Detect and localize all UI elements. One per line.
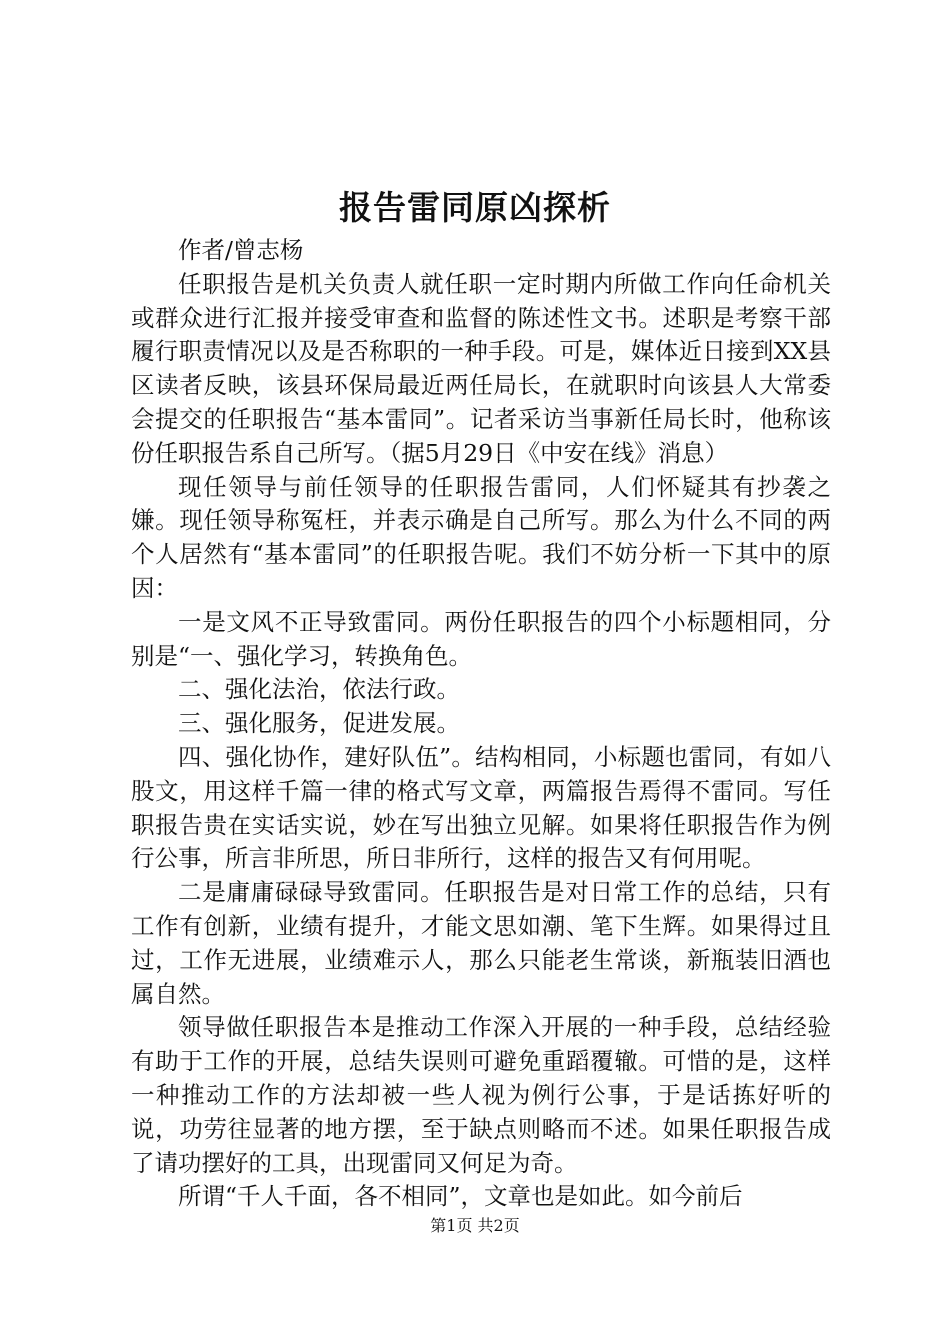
page-footer: 第1页 共2页 [430, 1216, 520, 1235]
document-body [131, 234, 831, 1214]
author-line: 作者/曾志杨 [178, 236, 304, 264]
paragraph: 三、强化服务，促进发展。 [178, 709, 460, 738]
paragraph: 所谓“千人千面，各不相同”，文章也是如此。如今前后 [178, 1182, 743, 1211]
paragraph: 二、强化法治，依法行政。 [178, 675, 460, 704]
paragraph: 领导做任职报告本是推动工作深入开展的一种手段，总结经验有助于工作的开展，总结失误则可避免重蹈覆辙。可惜的是，这样一种推动工作的方法却被一些人视为例行公事，于是话拣好听的说，功劳往显著的地方摆，至于缺点则略而不述。如果任职报告成了请功摆好的工具，出现雷同又何足为奇。 [131, 1013, 831, 1177]
document-title: 报告雷同原凶探析 [339, 188, 611, 227]
paragraph: 二是庸庸碌碌导致雷同。任职报告是对日常工作的总结，只有工作有创新，业绩有提升，才能文思如潮、笔下生辉。如果得过且过，工作无进展，业绩难示人，那么只能老生常谈，新瓶装旧酒也属自然。 [131, 878, 831, 1008]
paragraph: 任职报告是机关负责人就任职一定时期内所做工作向任命机关或群众进行汇报并接受审查和监督的陈述性文书。述职是考察干部履行职责情况以及是否称职的一种手段。可是，媒体近日接到XX县区读者反映，该县环保局最近两任局长，在就职时向该县人大常委会提交的任职报告“基本雷同”。记者采访当事新任局长时，他称该份任职报告系自己所写。（据5月29日《中安在线》消息） [131, 269, 831, 467]
paragraph: 一是文风不正导致雷同。两份任职报告的四个小标题相同，分别是“一、强化学习，转换角色。 [131, 607, 831, 670]
paragraph: 四、强化协作，建好队伍”。结构相同，小标题也雷同，有如八股文，用这样千篇一律的格式写文章，两篇报告焉得不雷同。写任职报告贵在实话实说，妙在写出独立见解。如果将任职报告作为例行公事，所言非所思，所日非所行，这样的报告又有何用呢。 [131, 742, 831, 873]
paragraph: 现任领导与前任领导的任职报告雷同，人们怀疑其有抄袭之嫌。现任领导称冤枉，并表示确是自己所写。那么为什么不同的两个人居然有“基本雷同”的任职报告呢。我们不妨分析一下其中的原因： [131, 472, 831, 602]
